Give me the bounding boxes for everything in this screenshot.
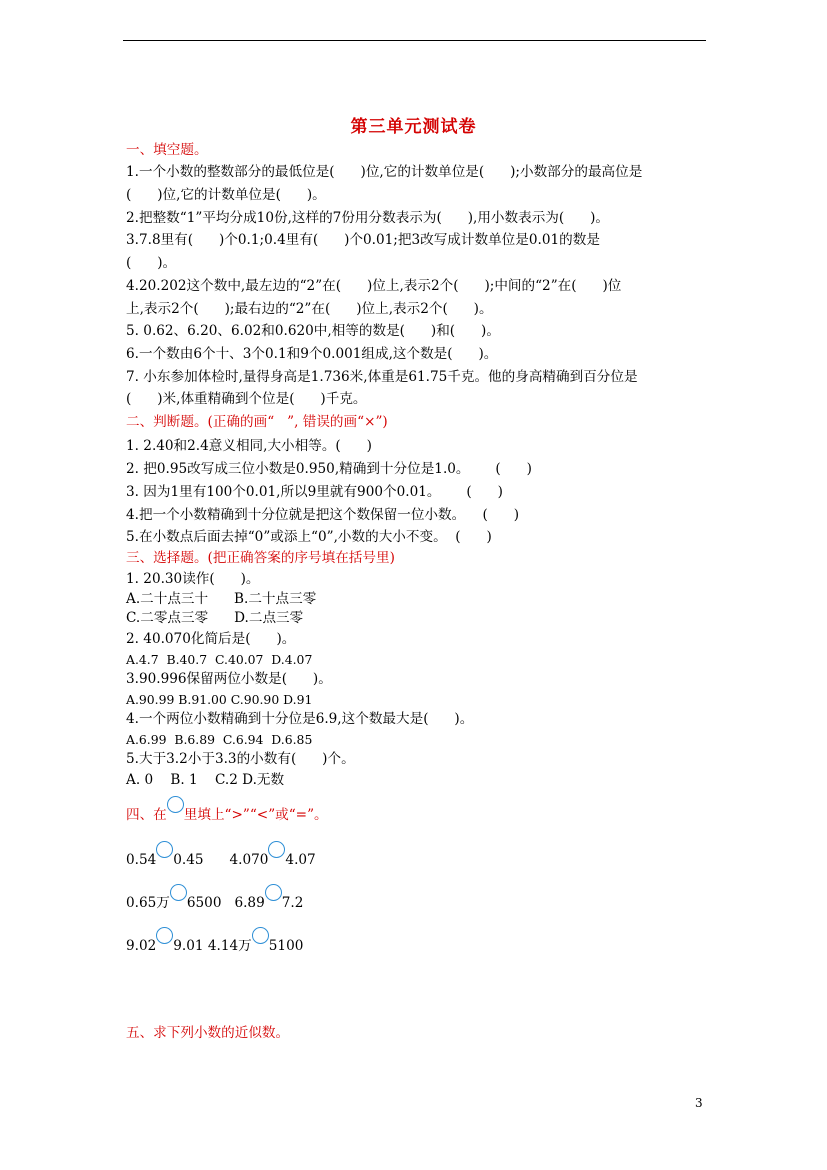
question-line: 上,表示2个( );最右边的“2”在( )位上,表示2个( )。 bbox=[126, 301, 493, 317]
section-heading-fill-blank: 一、填空题。 bbox=[126, 142, 208, 158]
compare-row bbox=[126, 849, 706, 869]
question-line: ( )位,它的计数单位是( )。 bbox=[126, 187, 326, 203]
question-line: 3.90.996保留两位小数是( )。 bbox=[126, 671, 332, 687]
question-line: 1. 2.40和2.4意义相同,大小相等。( ) bbox=[126, 438, 372, 454]
compare-circle[interactable] bbox=[156, 927, 173, 944]
number: 7.2 bbox=[281, 895, 304, 911]
number: 0.65万 bbox=[126, 895, 170, 911]
option-line: A.90.99 B.91.00 C.90.90 D.91 bbox=[126, 692, 313, 707]
question-line: 4.把一个小数精确到十分位就是把这个数保留一位小数。 ( ) bbox=[126, 507, 520, 523]
question-line: ( )。 bbox=[126, 255, 177, 271]
option-line: A.二十点三十 B.二十点三零 bbox=[126, 591, 317, 607]
question-line: 4.一个两位小数精确到十分位是6.9,这个数最大是( )。 bbox=[126, 711, 474, 727]
compare-row bbox=[126, 892, 706, 912]
heading-part: 四、在 bbox=[126, 807, 167, 823]
number: 0.54 bbox=[126, 852, 157, 868]
number: 9.01 bbox=[173, 938, 204, 954]
page-title: 第三单元测试卷 bbox=[350, 117, 477, 137]
option-line: C.二零点三零 D.二点三零 bbox=[126, 610, 304, 626]
question-line: 4.20.202这个数中,最左边的“2”在( )位上,表示2个( );中间的“2”在( )位 bbox=[126, 278, 622, 294]
compare-circle[interactable] bbox=[265, 884, 282, 901]
question-line: 3.7.8里有( )个0.1;0.4里有( )个0.01;把3改写成计数单位是0.01的数是 bbox=[126, 232, 600, 248]
number: 6500 bbox=[186, 895, 222, 911]
compare-circle[interactable] bbox=[268, 841, 285, 858]
option-line: A. 0 B. 1 C.2 D.无数 bbox=[126, 772, 285, 788]
number: 4.07 bbox=[285, 852, 316, 868]
number: 4.14万 bbox=[207, 938, 252, 954]
question-line: 6.一个数由6个十、3个0.1和9个0.001组成,这个数是( )。 bbox=[126, 346, 498, 362]
compare-circle[interactable] bbox=[156, 841, 173, 858]
section-heading-compare bbox=[126, 804, 706, 824]
section-heading-true-false: 二、判断题。(正确的画“ ”, 错误的画“×”) bbox=[126, 414, 388, 430]
question-line: 1. 20.30读作( )。 bbox=[126, 571, 260, 587]
number: 9.02 bbox=[126, 938, 157, 954]
compare-circle[interactable] bbox=[252, 927, 269, 944]
header-rule bbox=[123, 40, 706, 41]
number: 5100 bbox=[268, 938, 304, 954]
question-line: 1.一个小数的整数部分的最低位是( )位,它的计数单位是( );小数部分的最高位是 bbox=[126, 164, 643, 180]
question-line: 7. 小东参加体检时,量得身高是1.736米,体重是61.75千克。他的身高精确到百分位是 bbox=[126, 369, 638, 385]
option-line: A.4.7 B.40.7 C.40.07 D.4.07 bbox=[126, 652, 313, 667]
question-line: 2. 40.070化简后是( )。 bbox=[126, 631, 296, 647]
option-line: A.6.99 B.6.89 C.6.94 D.6.85 bbox=[126, 732, 313, 747]
heading-part: 里填上“>”“<”或“=”。 bbox=[183, 807, 328, 823]
question-line: 5.大于3.2小于3.3的小数有( )个。 bbox=[126, 751, 355, 767]
section-heading-approximation: 五、求下列小数的近似数。 bbox=[126, 1025, 290, 1041]
section-heading-choice: 三、选择题。(把正确答案的序号填在括号里) bbox=[126, 550, 395, 566]
question-line: 5. 0.62、6.20、6.02和0.620中,相等的数是( )和( )。 bbox=[126, 323, 500, 339]
circle-icon bbox=[167, 796, 184, 813]
number: 4.070 bbox=[229, 852, 269, 868]
number: 0.45 bbox=[173, 852, 204, 868]
question-line: 2.把整数“1”平均分成10份,这样的7份用分数表示为( ),用小数表示为( )。 bbox=[126, 210, 610, 226]
question-line: 2. 把0.95改写成三位小数是0.950,精确到十分位是1.0。 ( ) bbox=[126, 461, 532, 477]
number: 6.89 bbox=[234, 895, 265, 911]
compare-row bbox=[126, 935, 706, 955]
compare-circle[interactable] bbox=[170, 884, 187, 901]
question-line: 5.在小数点后面去掉“0”或添上“0”,小数的大小不变。 ( ) bbox=[126, 529, 492, 545]
question-line: 3. 因为1里有100个0.01,所以9里就有900个0.01。 ( ) bbox=[126, 484, 503, 500]
question-line: ( )米,体重精确到个位是( )千克。 bbox=[126, 391, 367, 407]
page-number: 3 bbox=[695, 1096, 703, 1110]
